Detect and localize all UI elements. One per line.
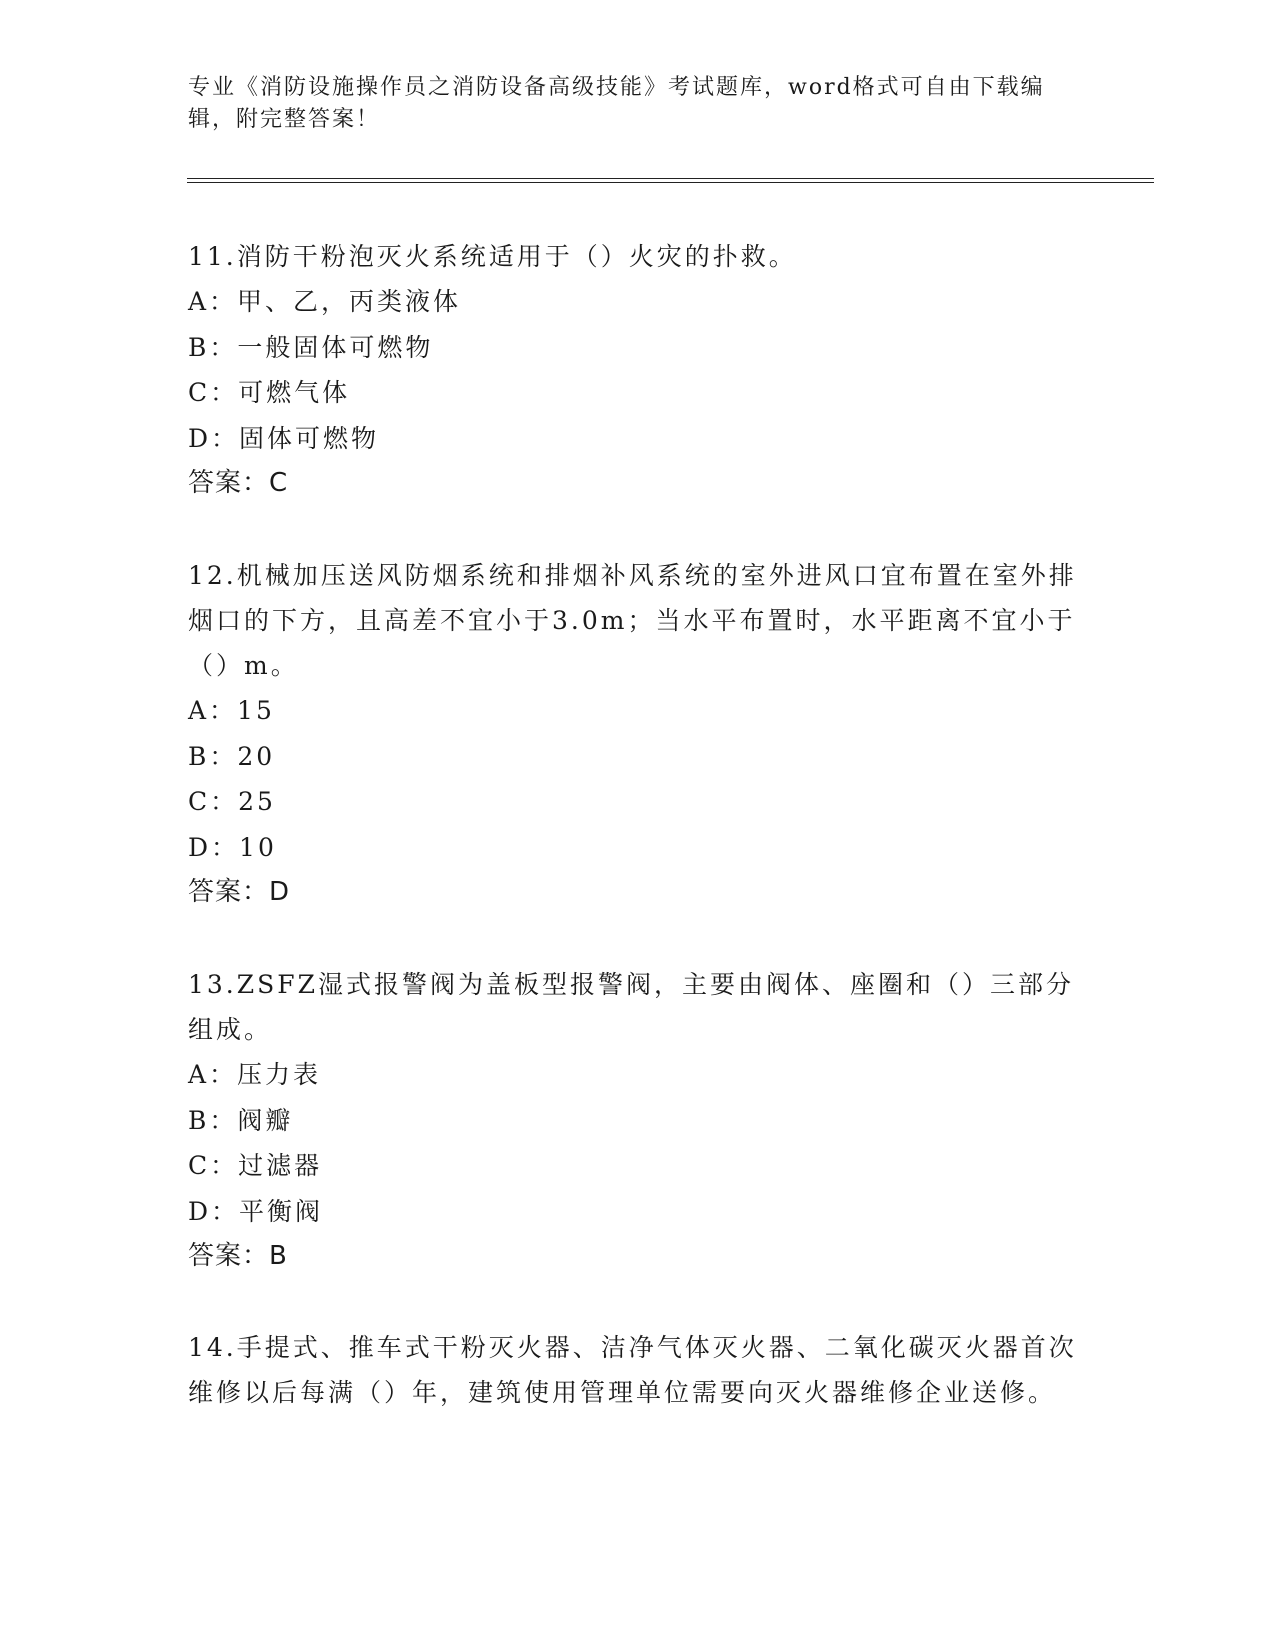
- header-divider-top: [187, 178, 1154, 179]
- option-d: D：平衡阀: [188, 1196, 324, 1226]
- header-divider-bottom: [187, 182, 1154, 183]
- question-stem: 12.机械加压送风防烟系统和排烟补风系统的室外进风口宜布置在室外排烟口的下方，且高差不宜小于3.0m；当水平布置时，水平距离不宜小于（）m。: [188, 561, 1077, 680]
- option-c: C：25: [188, 787, 276, 816]
- option-a: A：15: [188, 696, 275, 725]
- option-a: A：甲、乙，丙类液体: [188, 287, 462, 316]
- question-stem: 11.消防干粉泡灭火系统适用于（）火灾的扑救。: [188, 242, 797, 271]
- option-b: B：一般固体可燃物: [188, 332, 434, 362]
- option-c: C：可燃气体: [188, 378, 351, 407]
- option-b: B：20: [188, 741, 276, 771]
- answer-line: 答案：C: [188, 468, 289, 498]
- option-d: D：固体可燃物: [188, 423, 380, 453]
- question-14: [188, 1325, 1088, 1415]
- question-stem: 13.ZSFZ湿式报警阀为盖板型报警阀，主要由阀体、座圈和（）三部分组成。: [188, 970, 1074, 1044]
- answer-line: 答案：D: [188, 877, 291, 907]
- answer-line: 答案：B: [188, 1241, 288, 1271]
- question-stem: 14.手提式、推车式干粉灭火器、洁净气体灭火器、二氧化碳灭火器首次维修以后每满（）年，建筑使用管理单位需要向灭火器维修企业送修。: [188, 1333, 1077, 1407]
- option-c: C：过滤器: [188, 1151, 323, 1180]
- document-header: 专业《消防设施操作员之消防设备高级技能》考试题库，word格式可自由下载编辑，附完整答案！: [188, 75, 1045, 132]
- option-d: D：10: [188, 832, 277, 862]
- question-12: [188, 553, 1088, 915]
- question-13: [188, 962, 1088, 1279]
- option-b: B：阀瓣: [188, 1105, 294, 1135]
- option-a: A：压力表: [188, 1060, 322, 1089]
- question-11: [188, 234, 1088, 506]
